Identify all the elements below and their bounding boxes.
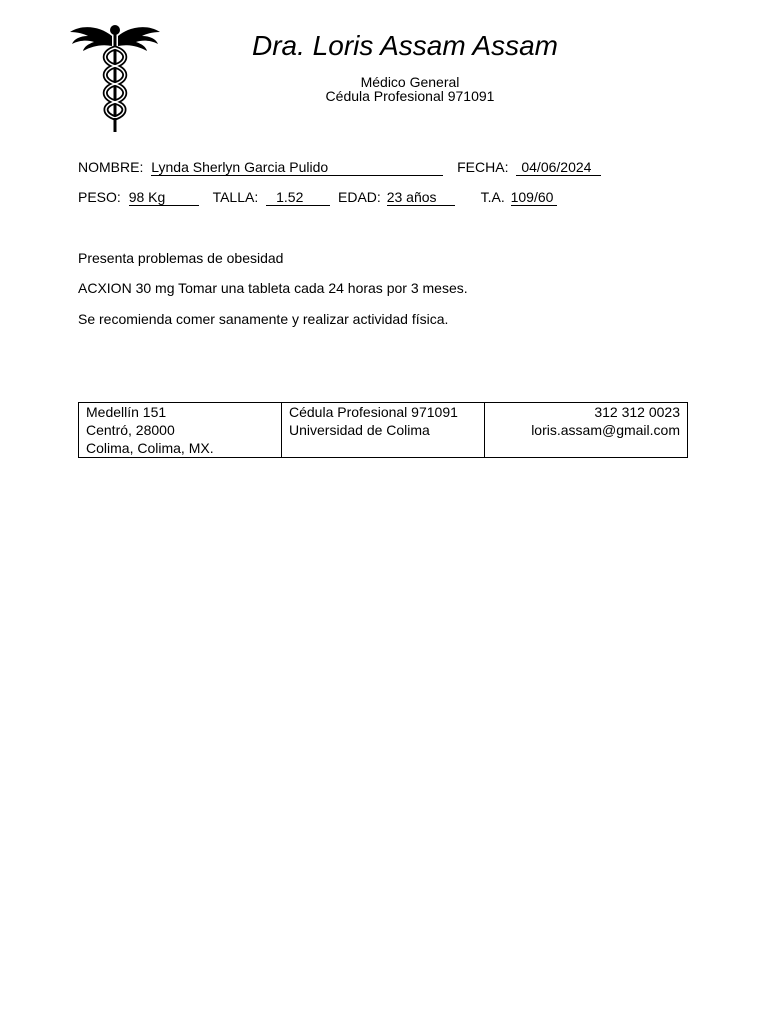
name-label: NOMBRE:	[78, 159, 144, 175]
professional-license: Cédula Profesional 971091	[325, 88, 495, 104]
height-label: TALLA:	[212, 189, 259, 205]
vitals-row	[78, 188, 557, 206]
address-cell	[79, 403, 282, 458]
age-value: 23 años	[387, 190, 455, 206]
recommendation-note: Se recomienda comer sanamente y realizar actividad física.	[78, 311, 449, 327]
bp-value: 109/60	[511, 190, 557, 206]
height-value: 1.52	[266, 190, 330, 206]
weight-label: PESO:	[78, 189, 121, 205]
patient-name-row	[78, 158, 601, 176]
email-address: loris.assam@gmail.com	[531, 422, 680, 438]
credentials-cell	[282, 403, 485, 458]
credentials-line: Universidad de Colima	[289, 422, 430, 438]
date-label: FECHA:	[457, 159, 509, 175]
date-value: 04/06/2024	[516, 160, 601, 176]
age-label: EDAD:	[338, 189, 381, 205]
credentials-line: Cédula Profesional 971091	[289, 404, 458, 420]
phone-number: 312 312 0023	[594, 404, 680, 420]
bp-label: T.A.	[480, 189, 505, 205]
contact-cell	[485, 403, 688, 458]
address-line: Medellín 151	[86, 404, 167, 420]
footer-info-table	[78, 402, 688, 458]
specialty: Médico General	[360, 74, 460, 90]
diagnosis-note: Presenta problemas de obesidad	[78, 250, 284, 266]
caduceus-icon	[68, 22, 162, 134]
doctor-name: Dra. Loris Assam Assam	[252, 30, 558, 61]
address-line: Centró, 28000	[86, 422, 175, 438]
weight-value: 98 Kg	[129, 190, 199, 206]
name-value: Lynda Sherlyn Garcia Pulido	[151, 160, 443, 176]
address-line: Colima, Colima, MX.	[86, 440, 214, 456]
medication-note: ACXION 30 mg Tomar una tableta cada 24 horas por 3 meses.	[78, 280, 468, 296]
